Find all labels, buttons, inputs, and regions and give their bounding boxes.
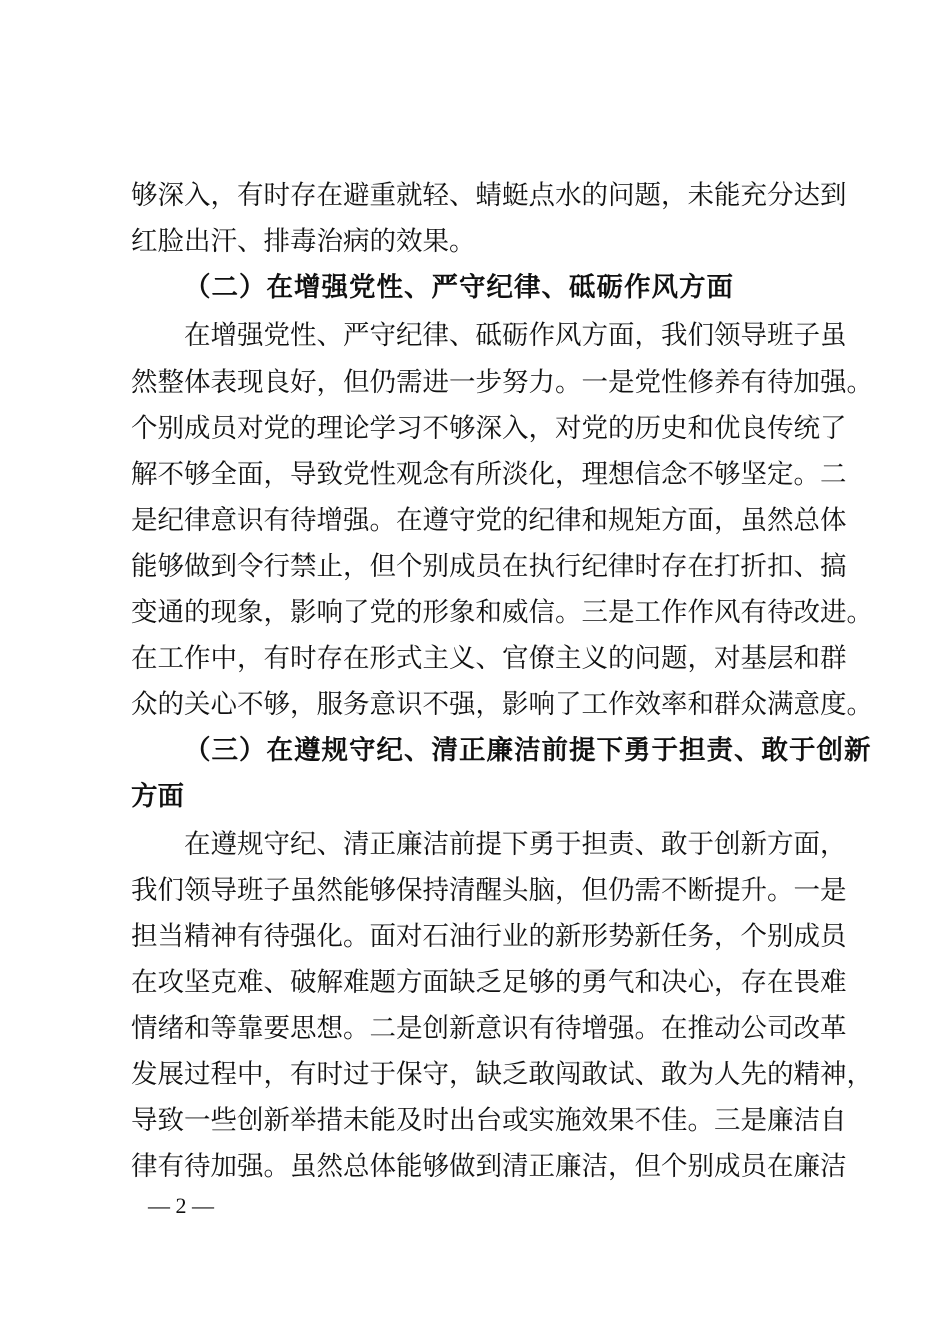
section-heading-3: （三）在遵规守纪、清正廉洁前提下勇于担责、敢于创新 <box>184 735 872 766</box>
section-heading-3-continued: 方面 <box>131 781 184 812</box>
body-text-line: 个别成员对党的理论学习不够深入，对党的历史和优良传统了 <box>131 413 847 444</box>
body-text-line: 变通的现象，影响了党的形象和威信。三是工作作风有待改进。 <box>131 597 873 628</box>
body-text-line: 导致一些创新举措未能及时出台或实施效果不佳。三是廉洁自 <box>131 1105 847 1136</box>
body-text-line: 律有待加强。虽然总体能够做到清正廉洁，但个别成员在廉洁 <box>131 1151 847 1182</box>
body-text-line: 然整体表现良好，但仍需进一步努力。一是党性修养有待加强。 <box>131 367 873 398</box>
section-heading-2: （二）在增强党性、严守纪律、砥砺作风方面 <box>184 272 734 303</box>
body-text-line: 够深入，有时存在避重就轻、蜻蜓点水的问题，未能充分达到 <box>131 180 847 211</box>
paragraph-first-line: 在增强党性、严守纪律、砥砺作风方面，我们领导班子虽 <box>184 320 847 351</box>
body-text-line: 发展过程中，有时过于保守，缺乏敢闯敢试、敢为人先的精神， <box>131 1059 873 1090</box>
body-text-line: 是纪律意识有待增强。在遵守党的纪律和规矩方面，虽然总体 <box>131 505 847 536</box>
body-text-line: 担当精神有待强化。面对石油行业的新形势新任务，个别成员 <box>131 921 847 952</box>
paragraph-first-line: 在遵规守纪、清正廉洁前提下勇于担责、敢于创新方面， <box>184 829 847 860</box>
body-text-line: 解不够全面，导致党性观念有所淡化，理想信念不够坚定。二 <box>131 459 847 490</box>
body-text-line: 能够做到令行禁止，但个别成员在执行纪律时存在打折扣、搞 <box>131 551 847 582</box>
body-text-line: 我们领导班子虽然能够保持清醒头脑，但仍需不断提升。一是 <box>131 875 847 906</box>
page-number: — 2 — <box>148 1193 214 1218</box>
body-text-line: 在工作中，有时存在形式主义、官僚主义的问题，对基层和群 <box>131 643 847 674</box>
body-text-line: 情绪和等靠要思想。二是创新意识有待增强。在推动公司改革 <box>131 1013 847 1044</box>
body-text-line: 众的关心不够，服务意识不强，影响了工作效率和群众满意度。 <box>131 689 873 720</box>
body-text-line: 红脸出汗、排毒治病的效果。 <box>131 226 476 257</box>
body-text-line: 在攻坚克难、破解难题方面缺乏足够的勇气和决心，存在畏难 <box>131 967 847 998</box>
